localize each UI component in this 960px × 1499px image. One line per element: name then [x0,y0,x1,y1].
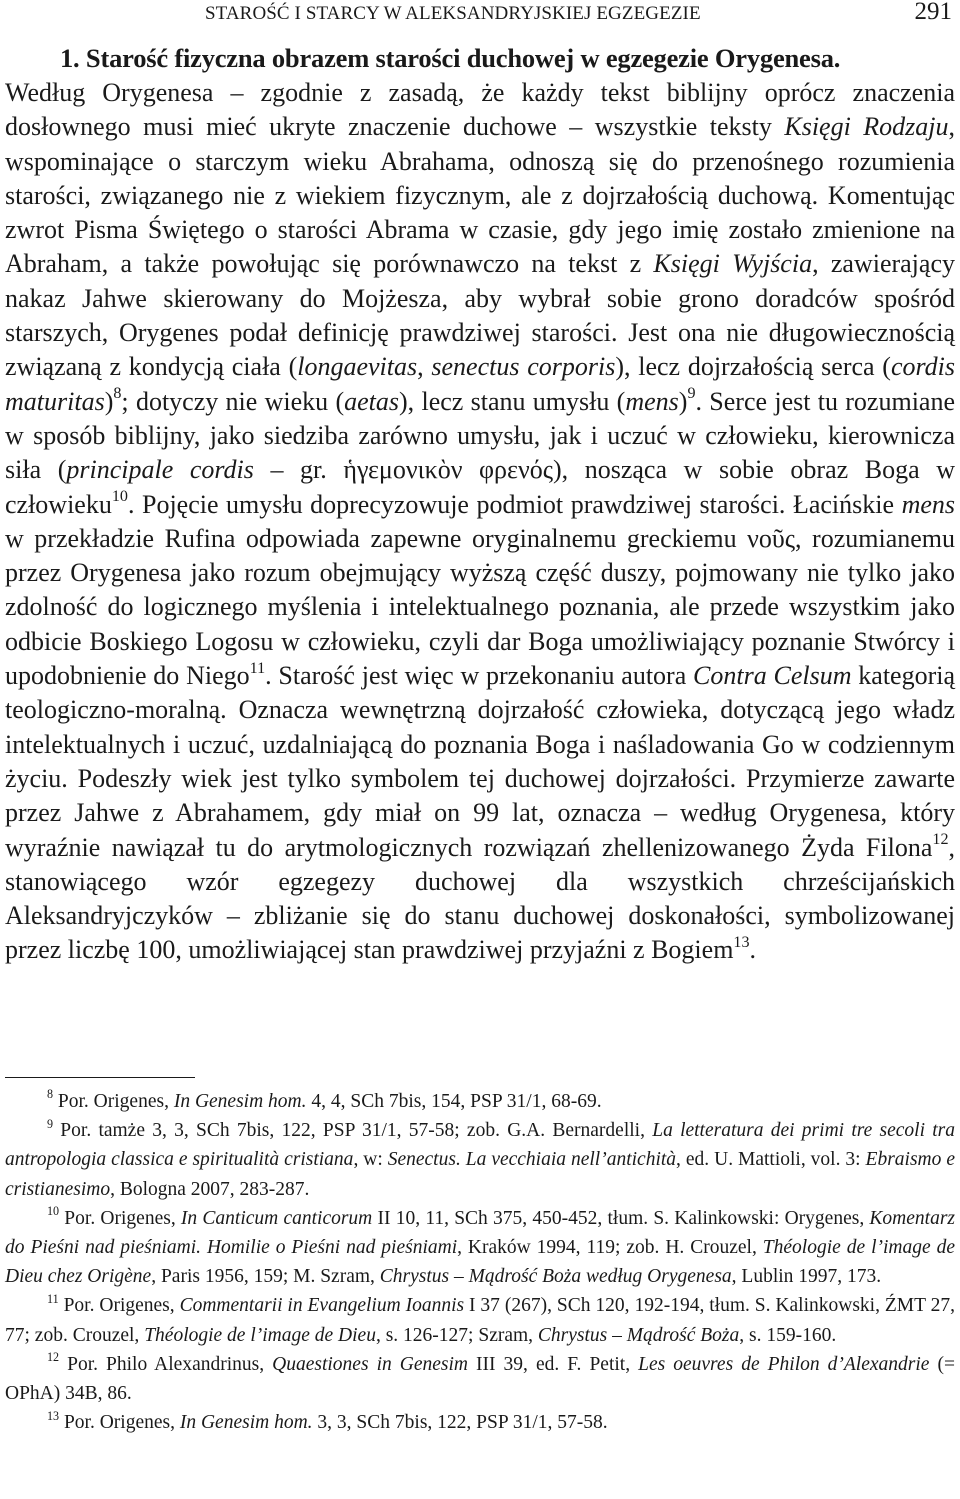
footnote-text: , s. 126-127; Szram, [375,1324,538,1346]
body-text: . Serce jest tu rozumiane w sposób biblijny, jako siedziba zarówno umysłu, jak i uczuć w człowieku, kierownicza siła ( [5,386,955,485]
body-text: . Starość jest więc w przekonaniu autora [265,661,694,691]
footnote-italic-text: Théologie de l’image de Dieu chez Origène [5,1237,955,1288]
body-italic-text: Księgi Rodzaju [784,112,949,142]
body-text: , stanowiącego wzór egzegezy duchowej dla wszystkich chrześcijańskich Aleksandryjczyków – zbliżanie się do stanu duchowej doskonałości, symbolizowanej przez liczbę 100, umożliwiającej stan prawdziwej przyjaźni z Bogiem [5,832,955,965]
footnote-italic-text: Commentarii in Evangelium Ioannis [179,1295,465,1317]
footnote-text: Por. Origenes, [58,1295,180,1317]
body-text: – gr. ἡγεμονικὸν φρενός), nosząca w sobie obraz Boga w człowieku [5,455,956,519]
footnote-item [5,1116,955,1204]
footnote-text: , s. 159-160. [739,1324,837,1346]
footnote-italic-text: In Genesim hom. [179,1412,313,1434]
footnote-text: Por. Philo Alexandrinus, [59,1353,273,1375]
footnote-italic-text: Chrystus – Mądrość Boża [537,1324,740,1346]
section-title: 1. Starość fizyczna obrazem starości duchowej w egzegezie Orygenesa. [60,43,841,73]
body-text: Według Orygenesa – zgodnie z zasadą, że każdy tekst biblijny oprócz znaczenia dosłownego musi mieć ukryte znaczenie duchowe – wszystkie teksty [5,78,955,142]
footnote-italic-text: In Genesim hom. [173,1091,307,1112]
body-italic-text: Contra Celsum [693,661,852,691]
footnote-footnote-ref: 9 [47,1116,54,1131]
body-text: ; dotyczy nie wieku ( [121,386,345,416]
main-paragraph [5,76,955,968]
footnote-text: , Bologna 2007, 283-287. [110,1178,310,1200]
footnote-text: Por. Origenes, [59,1412,180,1434]
body-text: ) [104,386,114,416]
footnote-italic-text: Chrystus – Mądrość Boża według Orygenesa [379,1266,732,1288]
body-footnote-ref: 12 [932,831,949,849]
footnote-text: 3, 3, SCh 7bis, 122, PSP 31/1, 57-58. [312,1412,608,1434]
footnote-italic-text: Théologie de l’image de Dieu [144,1324,376,1346]
footnote-text: , ed. U. Mattioli, vol. 3: [676,1149,866,1171]
footnote-text: I 37 (267), SCh 120, 192-194, tłum. S. Kalinkowski, ŹMT 27, 77; zob. Crouzel, [5,1295,955,1346]
footnote-text: 4, 4, SCh 7bis, 154, PSP 31/1, 68-69. [306,1091,602,1112]
body-footnote-ref: 13 [733,934,750,952]
footnote-text: (= OPhA) 34B, 86. [5,1353,955,1405]
footnote-item [5,1408,955,1437]
body-text: w przekładzie Rufina odpowiada zapewne oryginalnemu greckiemu νοῦς, rozumianemu przez Orygenesa jako rozum obejmujący wyższą część duszy, pojmowany nie tylko jako zdolność do logicznego myślenia i intelektualnego poznania, ale przede wszystkim jako odbicie Boskiego Logosu w człowieku, czyli dar Boga umożliwiający poznanie Stwórcy i upodobnienie do Niego [5,523,955,691]
body-italic-text: mens [901,489,955,519]
body-footnote-ref: 11 [249,659,266,677]
footnote-item [5,1291,955,1349]
footnote-text: II 10, 11, SCh 375, 450-452, tłum. S. Kalinkowski: Orygenes, [372,1207,870,1229]
body-text: , [417,352,432,382]
body-italic-text: principale cordis [66,455,254,485]
body-text: kategorią teologiczno-moralną. Oznacza wewnętrzną dojrzałość człowieka, dotyczącą jego władz intelektualnych i uczuć, uzdalniającą do poznania Boga i naśladowania Go w codziennym życiu. Podeszły wiek jest tylko symbolem tej duchowej dojrzałości. Przymierze zawarte przez Jahwe z Abrahamem, gdy miał on 99 lat, oznacza – według Orygenesa, który wyraźnie nawiązał tu do arytmologicznych rozwiązań zhellenizowanego Żyda Filona [5,661,955,862]
footnote-italic-text: Komentarz do Pieśni nad pieśniami. Homilie o Pieśni nad pieśniami [5,1207,956,1259]
footnotes [5,1087,955,1437]
footnote-item [5,1087,955,1116]
footnote-text: , Paris 1956, 159; M. Szram, [151,1266,380,1288]
body-footnote-ref: 8 [113,385,122,403]
footnote-text: , Kraków 1994, 119; zob. H. Crouzel, [457,1237,763,1259]
body-footnote-ref: 9 [687,385,696,403]
footnote-italic-text: Quaestiones in Genesim [272,1353,469,1375]
body-italic-text: senectus corporis [431,352,616,382]
running-head-title: STAROŚĆ I STARCY W ALEKSANDRYJSKIEJ EGZEGEZIE [205,3,701,24]
body-italic-text: Księgi Wyjścia [653,249,813,279]
page-number: 291 [914,0,952,25]
body-italic-text: aetas [344,386,400,416]
body-italic-text: mens [625,386,679,416]
body-text: , wspominające o starczym wieku Abrahama, odnoszą się do przenośnego rozumienia starości, związanego nie z wiekiem fizycznym, ale z dojrzałością duchową. Komentując zwrot Pisma Świętego o starości Abrama w czasie, gdy jego imię zostało zmienione na Abraham, a także powołując się porównawczo na tekst z [5,112,955,279]
footnote-footnote-ref: 11 [47,1291,59,1306]
footnote-text: III 39, ed. F. Petit, [468,1353,639,1375]
body-text: ) [678,386,688,416]
body-italic-text: cordis maturitas [5,352,956,416]
footnote-italic-text: La letteratura dei primi tre secoli tra antropologia classica e spiritualità cristiana [5,1120,956,1171]
body-text: ), lecz stanu umysłu ( [399,386,626,416]
footnote-item [5,1350,955,1408]
footnote-separator [5,1077,195,1078]
body-text: ), lecz dojrzałością serca ( [615,352,891,382]
footnote-footnote-ref: 12 [47,1350,60,1365]
footnote-footnote-ref: 13 [47,1408,60,1423]
body-text: . Pojęcie umysłu doprecyzowuje podmiot prawdziwej starości. Łacińskie [127,489,902,519]
body-italic-text: longaevitas [297,352,418,382]
footnote-italic-text: Senectus. La vecchiaia nell’antichità [387,1149,677,1171]
footnote-text: Por. tamże 3, 3, SCh 7bis, 122, PSP 31/1, 57-58; zob. G.A. Bernardelli, [53,1120,653,1142]
footnote-italic-text: In Canticum canticorum [180,1207,373,1229]
footnote-text: Por. Origenes, [53,1091,174,1112]
footnote-footnote-ref: 10 [47,1204,60,1219]
footnote-footnote-ref: 8 [47,1087,54,1102]
footnote-italic-text: Ebraismo e cristianesimo [5,1149,955,1200]
footnote-italic-text: Les oeuvres de Philon d’Alexandrie [638,1353,930,1375]
body-footnote-ref: 10 [111,488,128,506]
footnote-text: , Lublin 1997, 173. [731,1266,882,1288]
footnote-text: Por. Origenes, [59,1207,181,1229]
body-text: . [749,935,757,965]
running-head [0,0,960,30]
footnote-item [5,1204,955,1292]
footnote-text: , w: [353,1149,388,1171]
body-text: , zawierający nakaz Jahwe skierowany do Mojżesza, aby wybrał sobie grono doradców spośród starszych, Orygenes podał definicję prawdziwej starości. Jest ona nie długowiecznością związaną z kondycją ciała ( [5,249,955,382]
